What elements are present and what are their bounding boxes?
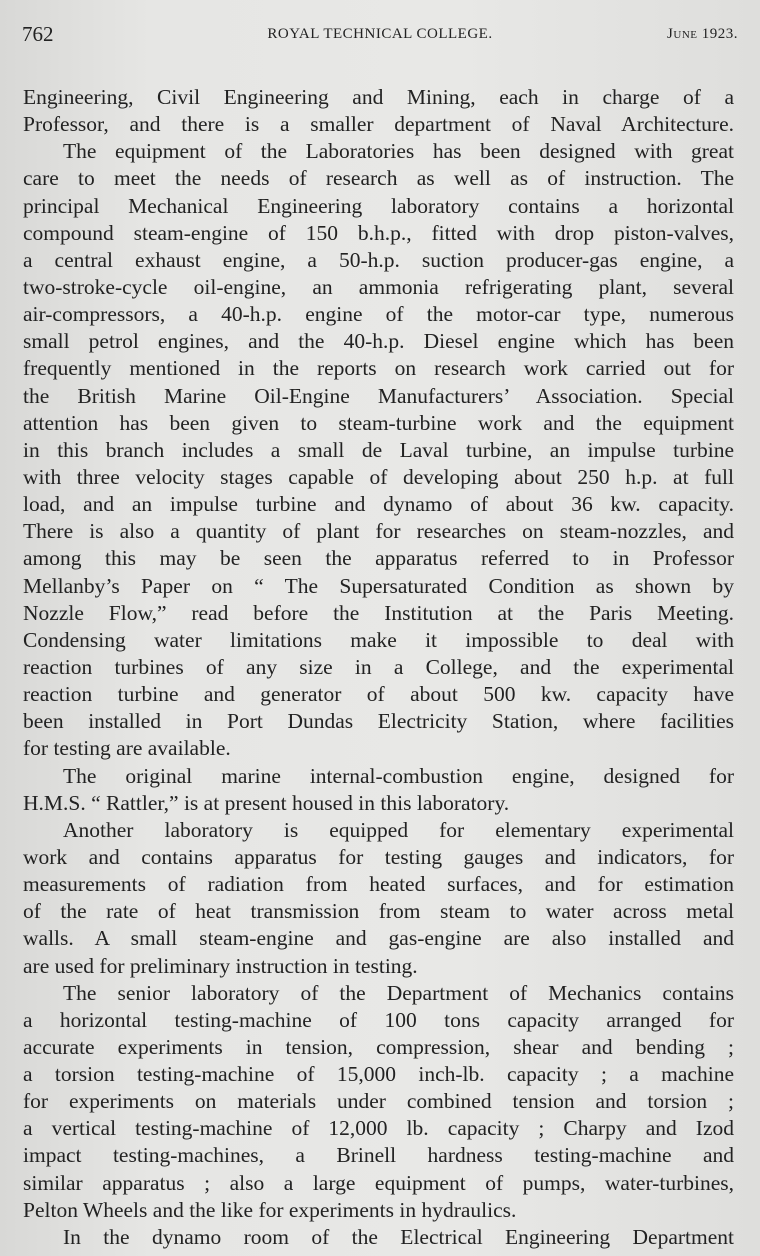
text-line: Mellanby’s Paper on “ The Supersaturated Condition as shown by xyxy=(23,573,734,598)
text-line: walls. A small steam-engine and gas-engine are also installed and xyxy=(23,926,734,951)
text-line: for testing are available. xyxy=(23,736,231,761)
text-line: a torsion testing-machine of 15,000 inch-lb. capacity ; a machine xyxy=(23,1062,734,1087)
running-head-title: ROYAL TECHNICAL COLLEGE. xyxy=(267,26,493,42)
text-line: similar apparatus ; also a large equipment of pumps, water-turbines, xyxy=(23,1170,734,1195)
text-line: small petrol engines, and the 40-h.p. Diesel engine which has been xyxy=(23,329,734,354)
text-line: Professor, and there is a smaller department of Naval Architecture. xyxy=(23,112,734,137)
text-line: load, and an impulse turbine and dynamo of about 36 kw. capacity. xyxy=(23,492,734,517)
text-line: reaction turbines of any size in a College, and the experimental xyxy=(23,654,734,679)
text-line: principal Mechanical Engineering laboratory contains a horizontal xyxy=(23,193,734,218)
text-line: air-compressors, a 40-h.p. engine of the motor-car type, numerous xyxy=(23,302,734,327)
paragraph-first-line: Another laboratory is equipped for elementary experimental xyxy=(63,817,734,842)
text-line: care to meet the needs of research as well as of instruction. The xyxy=(23,166,734,191)
text-line: the British Marine Oil-Engine Manufacturers’ Association. Special xyxy=(23,383,734,408)
text-line: with three velocity stages capable of developing about 250 h.p. at full xyxy=(23,464,734,489)
paragraph-first-line: The original marine internal-combustion engine, designed for xyxy=(63,763,734,788)
running-head-date: June 1923. xyxy=(667,26,738,42)
text-line: compound steam-engine of 150 b.h.p., fitted with drop piston-valves, xyxy=(23,220,734,245)
text-line: attention has been given to steam-turbine work and the equipment xyxy=(23,410,734,435)
text-line: of the rate of heat transmission from steam to water across metal xyxy=(23,899,734,924)
text-line: work and contains apparatus for testing gauges and indicators, for xyxy=(23,844,734,869)
text-line: reaction turbine and generator of about 500 kw. capacity have xyxy=(23,682,734,707)
text-line: a central exhaust engine, a 50-h.p. suction producer-gas engine, a xyxy=(23,247,734,272)
text-line: are used for preliminary instruction in testing. xyxy=(23,953,418,978)
text-line: Condensing water limitations make it impossible to deal with xyxy=(23,627,734,652)
page-number: 762 xyxy=(22,22,54,46)
text-line: Engineering, Civil Engineering and Mining, each in charge of a xyxy=(23,85,734,109)
text-line: for experiments on materials under combined tension and torsion ; xyxy=(23,1089,734,1114)
body-text xyxy=(23,84,734,1251)
text-line: frequently mentioned in the reports on research work carried out for xyxy=(23,356,734,381)
text-line: a vertical testing-machine of 12,000 lb. capacity ; Charpy and Izod xyxy=(23,1116,734,1141)
text-line: impact testing-machines, a Brinell hardness testing-machine and xyxy=(23,1143,734,1168)
text-line: among this may be seen the apparatus referred to in Professor xyxy=(23,546,734,571)
running-head xyxy=(22,22,738,48)
text-line: H.M.S. “ Rattler,” is at present housed in this laboratory. xyxy=(23,790,510,815)
text-line: accurate experiments in tension, compression, shear and bending ; xyxy=(23,1034,734,1059)
text-line: a horizontal testing-machine of 100 tons capacity arranged for xyxy=(23,1007,734,1032)
text-line: two-stroke-cycle oil-engine, an ammonia refrigerating plant, several xyxy=(23,274,734,299)
paragraph-first-line: The equipment of the Laboratories has been designed with great xyxy=(63,139,734,164)
text-line: Nozzle Flow,” read before the Institution at the Paris Meeting. xyxy=(23,600,734,625)
text-line: in this branch includes a small de Laval turbine, an impulse turbine xyxy=(23,437,734,462)
text-line: Pelton Wheels and the like for experiments in hydraulics. xyxy=(23,1197,517,1222)
paragraph-first-line: In the dynamo room of the Electrical Engineering Department xyxy=(63,1224,734,1249)
text-line: been installed in Port Dundas Electricity Station, where facilities xyxy=(23,709,734,734)
paragraph-first-line: The senior laboratory of the Department of Mechanics contains xyxy=(63,980,734,1005)
text-line: There is also a quantity of plant for researches on steam-nozzles, and xyxy=(23,519,734,544)
text-line: measurements of radiation from heated surfaces, and for estimation xyxy=(23,872,734,897)
